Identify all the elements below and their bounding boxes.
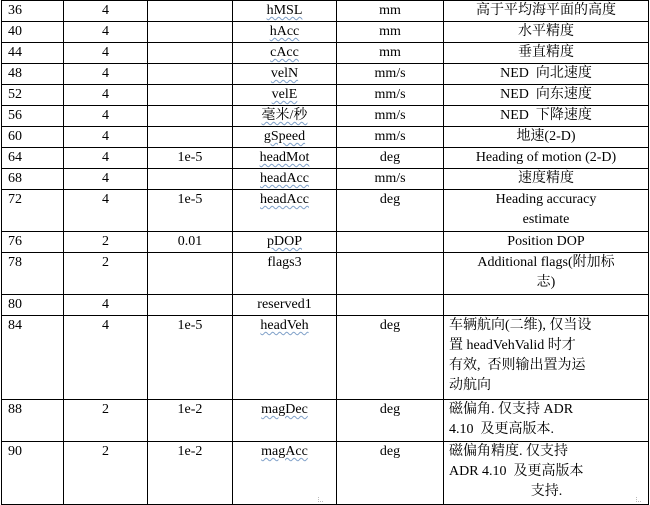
- field-name: headAcc: [260, 192, 309, 207]
- description-line: 磁偏角精度. 仅支持: [449, 444, 568, 459]
- unit-cell: [337, 295, 444, 316]
- type-cell: 4: [64, 1, 148, 22]
- scale-cell: 1e-5: [148, 190, 233, 232]
- field-name: 毫米/秒: [261, 108, 308, 123]
- description-line: Heading accuracy: [495, 192, 597, 207]
- table-row: [2, 106, 649, 127]
- field-name: headMot: [259, 150, 310, 165]
- scale-cell: 1e-5: [148, 316, 233, 400]
- table-row: [2, 232, 649, 253]
- field-name: magDec: [261, 402, 308, 417]
- name-cell: [233, 1, 337, 22]
- field-name: headAcc: [260, 171, 309, 186]
- description-line: 磁偏角. 仅支持 ADR: [449, 402, 574, 417]
- type-cell: 4: [64, 106, 148, 127]
- table-row: [2, 85, 649, 106]
- description-line: NED 向北速度: [500, 66, 592, 81]
- description-line: 4.10 及更高版本.: [449, 422, 554, 437]
- unit-cell: mm/s: [337, 85, 444, 106]
- unit-cell: [337, 253, 444, 295]
- offset-cell: 36: [2, 1, 64, 22]
- scale-cell: [148, 106, 233, 127]
- offset-cell: 72: [2, 190, 64, 232]
- scale-cell: 1e-2: [148, 442, 233, 505]
- offset-cell: 80: [2, 295, 64, 316]
- page-corner-mark: [318, 497, 323, 502]
- description-cell: [444, 253, 649, 295]
- description-line: 志): [536, 275, 556, 290]
- scale-cell: [148, 43, 233, 64]
- description-line: ADR 4.10 及更高版本: [449, 464, 584, 479]
- offset-cell: 84: [2, 316, 64, 400]
- description-line: 速度精度: [518, 171, 574, 186]
- field-name: hMSL: [266, 3, 303, 18]
- table-row: [2, 400, 649, 442]
- description-cell: [444, 169, 649, 190]
- table-row: [2, 43, 649, 64]
- offset-cell: 76: [2, 232, 64, 253]
- name-cell: [233, 295, 337, 316]
- unit-cell: deg: [337, 442, 444, 505]
- offset-cell: 90: [2, 442, 64, 505]
- table-row: [2, 316, 649, 400]
- description-cell: [444, 85, 649, 106]
- description-cell: [444, 1, 649, 22]
- description-cell: [444, 127, 649, 148]
- unit-cell: mm/s: [337, 127, 444, 148]
- name-cell: [233, 106, 337, 127]
- unit-cell: mm: [337, 43, 444, 64]
- scale-cell: [148, 1, 233, 22]
- field-name: gSpeed: [263, 129, 306, 144]
- type-cell: 2: [64, 442, 148, 505]
- type-cell: 4: [64, 295, 148, 316]
- scale-cell: 1e-5: [148, 148, 233, 169]
- offset-cell: 64: [2, 148, 64, 169]
- unit-cell: mm: [337, 1, 444, 22]
- unit-cell: deg: [337, 190, 444, 232]
- description-line: 高于平均海平面的高度: [476, 3, 616, 18]
- offset-cell: 78: [2, 253, 64, 295]
- scale-cell: [148, 169, 233, 190]
- description-cell: [444, 232, 649, 253]
- scale-cell: [148, 295, 233, 316]
- description-cell: [444, 316, 649, 400]
- type-cell: 4: [64, 85, 148, 106]
- unit-cell: mm/s: [337, 106, 444, 127]
- offset-cell: 68: [2, 169, 64, 190]
- description-line: Position DOP: [507, 234, 585, 249]
- type-cell: 2: [64, 232, 148, 253]
- name-cell: [233, 43, 337, 64]
- description-cell: [444, 400, 649, 442]
- offset-cell: 40: [2, 22, 64, 43]
- offset-cell: 56: [2, 106, 64, 127]
- scale-cell: 0.01: [148, 232, 233, 253]
- field-table: [1, 0, 649, 505]
- unit-cell: deg: [337, 148, 444, 169]
- name-cell: [233, 127, 337, 148]
- field-name: cAcc: [270, 45, 299, 60]
- unit-cell: mm/s: [337, 169, 444, 190]
- page-corner-mark: [636, 497, 641, 502]
- description-cell: [444, 295, 649, 316]
- table-row: [2, 1, 649, 22]
- name-cell: [233, 85, 337, 106]
- scale-cell: 1e-2: [148, 400, 233, 442]
- name-cell: [233, 148, 337, 169]
- unit-cell: mm/s: [337, 64, 444, 85]
- unit-cell: deg: [337, 400, 444, 442]
- description-line: estimate: [522, 212, 570, 227]
- table-row: [2, 64, 649, 85]
- scale-cell: [148, 253, 233, 295]
- description-line: 动航向: [449, 378, 491, 393]
- name-cell: [233, 253, 337, 295]
- description-cell: [444, 22, 649, 43]
- description-cell: [444, 442, 649, 505]
- description-cell: [444, 43, 649, 64]
- type-cell: 4: [64, 148, 148, 169]
- name-cell: [233, 64, 337, 85]
- type-cell: 2: [64, 253, 148, 295]
- offset-cell: 60: [2, 127, 64, 148]
- field-name: magAcc: [261, 444, 308, 459]
- name-cell: [233, 442, 337, 505]
- name-cell: [233, 316, 337, 400]
- description-line: Heading of motion (2-D): [475, 150, 617, 165]
- table-row: [2, 22, 649, 43]
- name-cell: [233, 22, 337, 43]
- field-name: flags3: [267, 255, 302, 270]
- type-cell: 4: [64, 316, 148, 400]
- field-name: reserved1: [257, 297, 312, 312]
- description-line: 垂直精度: [518, 45, 574, 60]
- type-cell: 4: [64, 169, 148, 190]
- table-row: [2, 253, 649, 295]
- table-row: [2, 295, 649, 316]
- offset-cell: 44: [2, 43, 64, 64]
- table-row: [2, 190, 649, 232]
- type-cell: 2: [64, 400, 148, 442]
- offset-cell: 88: [2, 400, 64, 442]
- table-row: [2, 127, 649, 148]
- description-cell: [444, 106, 649, 127]
- unit-cell: mm: [337, 22, 444, 43]
- table-row: [2, 169, 649, 190]
- unit-cell: deg: [337, 316, 444, 400]
- description-line: NED 下降速度: [500, 108, 592, 123]
- name-cell: [233, 190, 337, 232]
- field-name: pDOP: [266, 234, 302, 249]
- field-name: velE: [271, 87, 298, 102]
- scale-cell: [148, 22, 233, 43]
- name-cell: [233, 400, 337, 442]
- description-line: 地速(2-D): [516, 129, 576, 144]
- scale-cell: [148, 85, 233, 106]
- description-line: 车辆航向(二维), 仅当设: [449, 318, 592, 333]
- field-name: velN: [270, 66, 299, 81]
- field-name: hAcc: [269, 24, 300, 39]
- description-line: 水平精度: [518, 24, 574, 39]
- type-cell: 4: [64, 127, 148, 148]
- description-line: NED 向东速度: [500, 87, 592, 102]
- scale-cell: [148, 127, 233, 148]
- name-cell: [233, 169, 337, 190]
- type-cell: 4: [64, 43, 148, 64]
- table-row: [2, 442, 649, 505]
- description-line: 置 headVehValid 时才: [449, 338, 576, 353]
- scale-cell: [148, 64, 233, 85]
- type-cell: 4: [64, 22, 148, 43]
- offset-cell: 48: [2, 64, 64, 85]
- unit-cell: [337, 232, 444, 253]
- type-cell: 4: [64, 190, 148, 232]
- description-cell: [444, 190, 649, 232]
- type-cell: 4: [64, 64, 148, 85]
- name-cell: [233, 232, 337, 253]
- offset-cell: 52: [2, 85, 64, 106]
- description-line: Additional flags(附加标: [477, 255, 615, 270]
- description-cell: [444, 64, 649, 85]
- description-line: 有效, 否则输出置为运: [449, 358, 586, 373]
- description-line: 支持.: [530, 484, 563, 499]
- description-cell: [444, 148, 649, 169]
- table-row: [2, 148, 649, 169]
- field-name: headVeh: [260, 318, 309, 333]
